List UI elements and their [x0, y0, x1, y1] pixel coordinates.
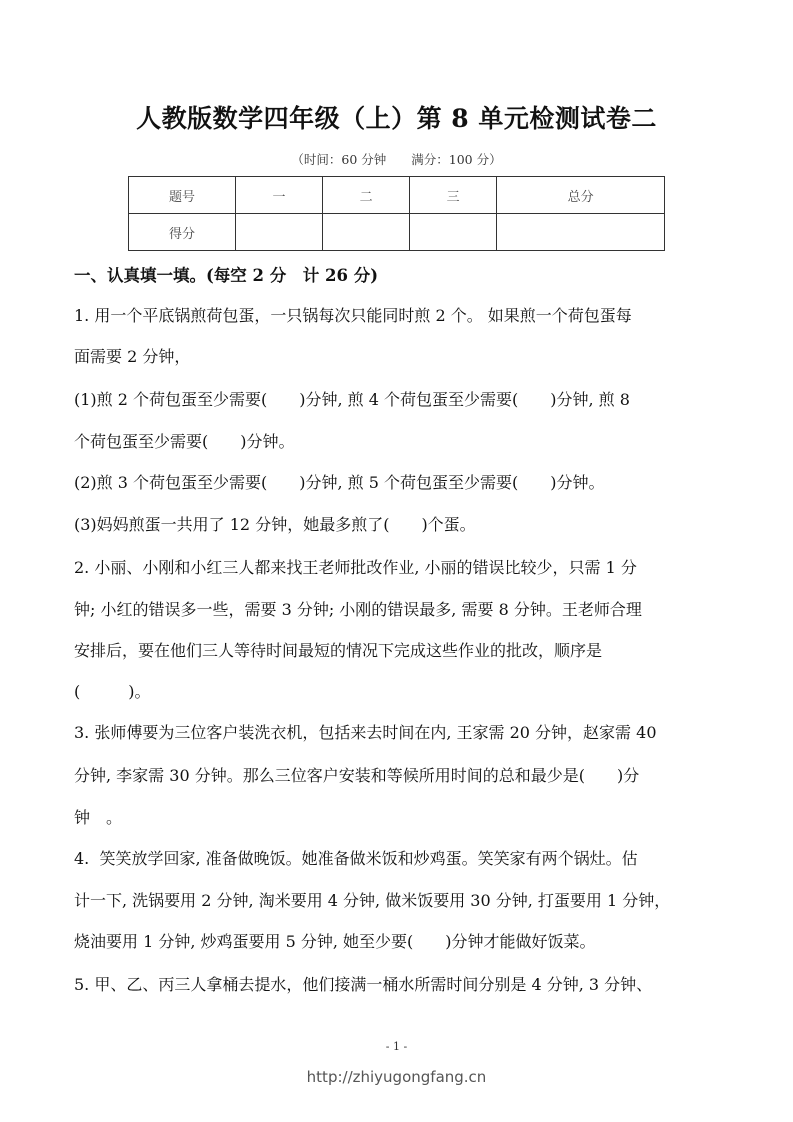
footer-url: http://zhiyugongfang.cn: [306, 1068, 487, 1086]
question-text-line: (3)妈妈煎蛋一共用了 12 分钟，她最多煎了( )个蛋。: [74, 515, 476, 534]
score-cell-blank: [410, 214, 497, 251]
score-cell-blank: [323, 214, 410, 251]
score-table-header-cell: 二: [323, 177, 410, 214]
question-text-line: 5. 甲、乙、丙三人拿桶去提水，他们接满一桶水所需时间分别是 4 分钟, 3 分钟、: [74, 975, 653, 994]
question-text-line: 烧油要用 1 分钟, 炒鸡蛋要用 5 分钟, 她至少要( )分钟才能做好饭菜。: [74, 932, 596, 951]
score-table-header-cell: 一: [236, 177, 323, 214]
question-text-line: 2. 小丽、小刚和小红三人都来找王老师批改作业, 小丽的错误比较少，只需 1 分: [74, 558, 637, 577]
question-text-line: 个荷包蛋至少需要( )分钟。: [74, 432, 295, 451]
document-title: 人教版数学四年级（上）第 8 单元检测试卷二: [136, 104, 657, 133]
score-table-header-cell: 题号: [129, 177, 236, 214]
question-text-line: 面需要 2 分钟，: [74, 347, 191, 366]
question-text-line: (1)煎 2 个荷包蛋至少需要( )分钟, 煎 4 个荷包蛋至少需要( )分钟, 煎 8: [74, 390, 630, 409]
score-cell-blank: [236, 214, 323, 251]
question-text-line: ( )。: [74, 682, 151, 701]
exam-time-and-score: （时间：60 分钟 满分：100 分）: [291, 152, 502, 167]
question-text-line: 钟 。: [74, 808, 123, 827]
score-table-score-row: [129, 214, 665, 251]
score-row-label: 得分: [129, 214, 236, 251]
question-text-line: 安排后，要在他们三人等待时间最短的情况下完成这些作业的批改，顺序是: [74, 641, 603, 660]
question-text-line: 1. 用一个平底锅煎荷包蛋，一只锅每次只能同时煎 2 个。 如果煎一个荷包蛋每: [74, 306, 632, 325]
score-table: [128, 176, 665, 251]
question-text-line: 4. 笑笑放学回家, 准备做晚饭。她准备做米饭和炒鸡蛋。笑笑家有两个锅灶。估: [74, 849, 638, 868]
question-text-line: 3. 张师傅要为三位客户装洗衣机，包括来去时间在内, 王家需 20 分钟，赵家需 40: [74, 723, 657, 742]
page-number: - 1 -: [385, 1040, 408, 1053]
section-1-heading: 一、认真填一填。(每空 2 分 计 26 分): [74, 266, 379, 285]
score-table-header-cell: 三: [410, 177, 497, 214]
score-cell-blank: [497, 214, 665, 251]
question-text-line: 计一下, 洗锅要用 2 分钟, 淘米要用 4 分钟, 做米饭要用 30 分钟, 打蛋要用 1 分钟，: [74, 891, 671, 910]
question-text-line: (2)煎 3 个荷包蛋至少需要( )分钟, 煎 5 个荷包蛋至少需要( )分钟。: [74, 473, 605, 492]
question-text-line: 钟; 小红的错误多一些，需要 3 分钟; 小刚的错误最多, 需要 8 分钟。王老师合理: [74, 600, 642, 619]
question-text-line: 分钟, 李家需 30 分钟。那么三位客户安装和等候所用时间的总和最少是( )分: [74, 766, 640, 785]
score-table-header-row: [129, 177, 665, 214]
score-table-header-cell: 总分: [497, 177, 665, 214]
